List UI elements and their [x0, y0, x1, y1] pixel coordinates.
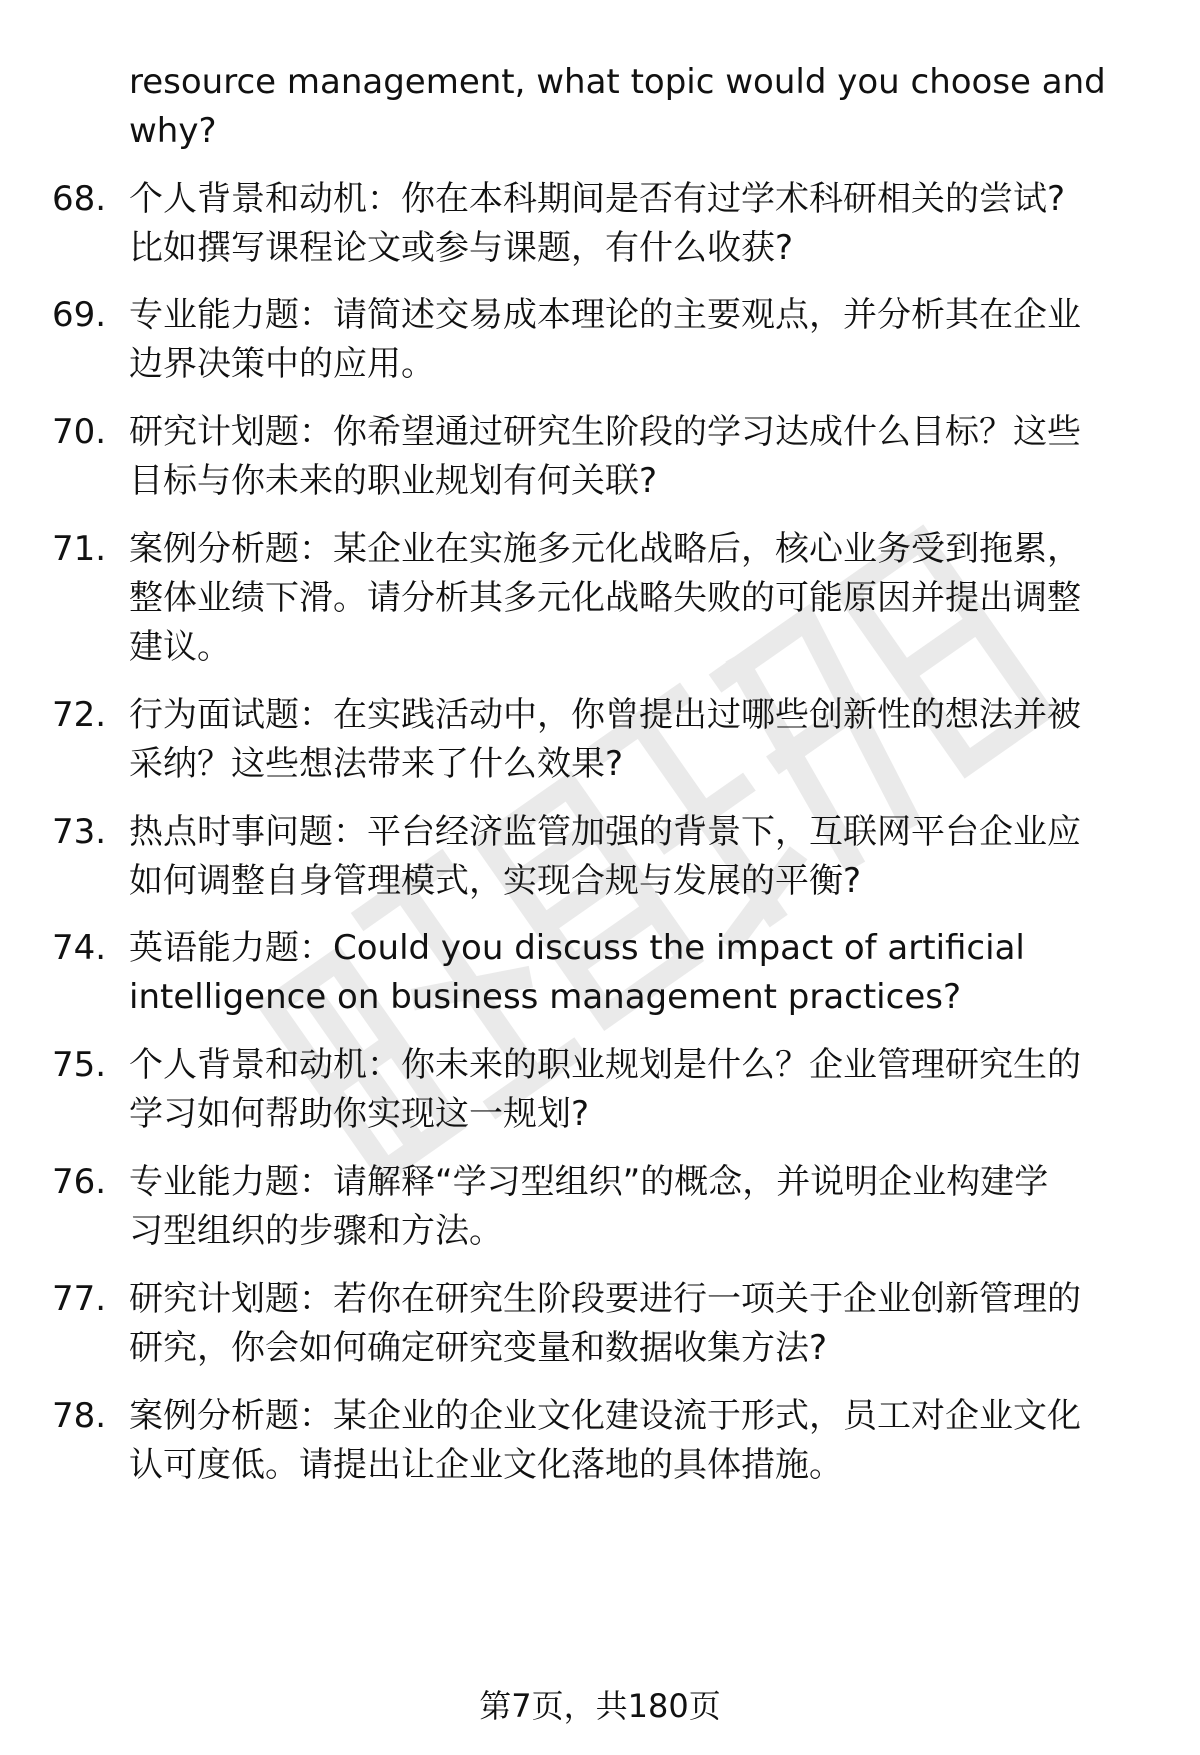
question-text: 个人背景和动机：你在本科期间是否有过学术科研相关的尝试? 比如撰写课程论文或参与课题，有什么收获? [129, 179, 1066, 268]
question-number: 69. [52, 295, 107, 335]
question-text: 英语能力题：Could you discuss the impact of artificial intelligence on business management practices? [129, 928, 1025, 1017]
question-text: 案例分析题：某企业在实施多元化战略后，核心业务受到拖累， 整体业绩下滑。请分析其多元化战略失败的可能原因并提出调整 建议。 [129, 529, 1081, 667]
question-number: 68. [52, 179, 107, 219]
question-number: 77. [52, 1279, 107, 1319]
question-text: 专业能力题：请解释“学习型组织”的概念，并说明企业构建学 习型组织的步骤和方法。 [129, 1162, 1049, 1251]
intro-continuation-text: resource management, what topic would you choose and why? [129, 62, 1106, 151]
question-text: 研究计划题：你希望通过研究生阶段的学习达成什么目标？这些 目标与你未来的职业规划有何关联? [129, 412, 1081, 501]
question-text: 个人背景和动机：你未来的职业规划是什么？企业管理研究生的 学习如何帮助你实现这一规划? [129, 1045, 1081, 1134]
question-number: 70. [52, 412, 107, 452]
question-number: 76. [52, 1162, 107, 1202]
question-number: 75. [52, 1045, 107, 1085]
question-text: 热点时事问题：平台经济监管加强的背景下，互联网平台企业应 如何调整自身管理模式，实现合规与发展的平衡? [129, 812, 1081, 901]
question-text: 行为面试题：在实践活动中，你曾提出过哪些创新性的想法并被 采纳？这些想法带来了什么效果? [129, 695, 1081, 784]
question-number: 72. [52, 695, 107, 735]
question-number: 73. [52, 812, 107, 852]
question-number: 74. [52, 928, 107, 968]
question-number: 71. [52, 529, 107, 569]
question-text: 专业能力题：请简述交易成本理论的主要观点，并分析其在企业 边界决策中的应用。 [129, 295, 1081, 384]
page-footer: 第7页，共180页 [479, 1687, 721, 1725]
question-number: 78. [52, 1396, 107, 1436]
question-text: 案例分析题：某企业的企业文化建设流于形式，员工对企业文化 认可度低。请提出让企业文化落地的具体措施。 [129, 1396, 1081, 1485]
question-text: 研究计划题：若你在研究生阶段要进行一项关于企业创新管理的 研究，你会如何确定研究变量和数据收集方法? [129, 1279, 1081, 1368]
